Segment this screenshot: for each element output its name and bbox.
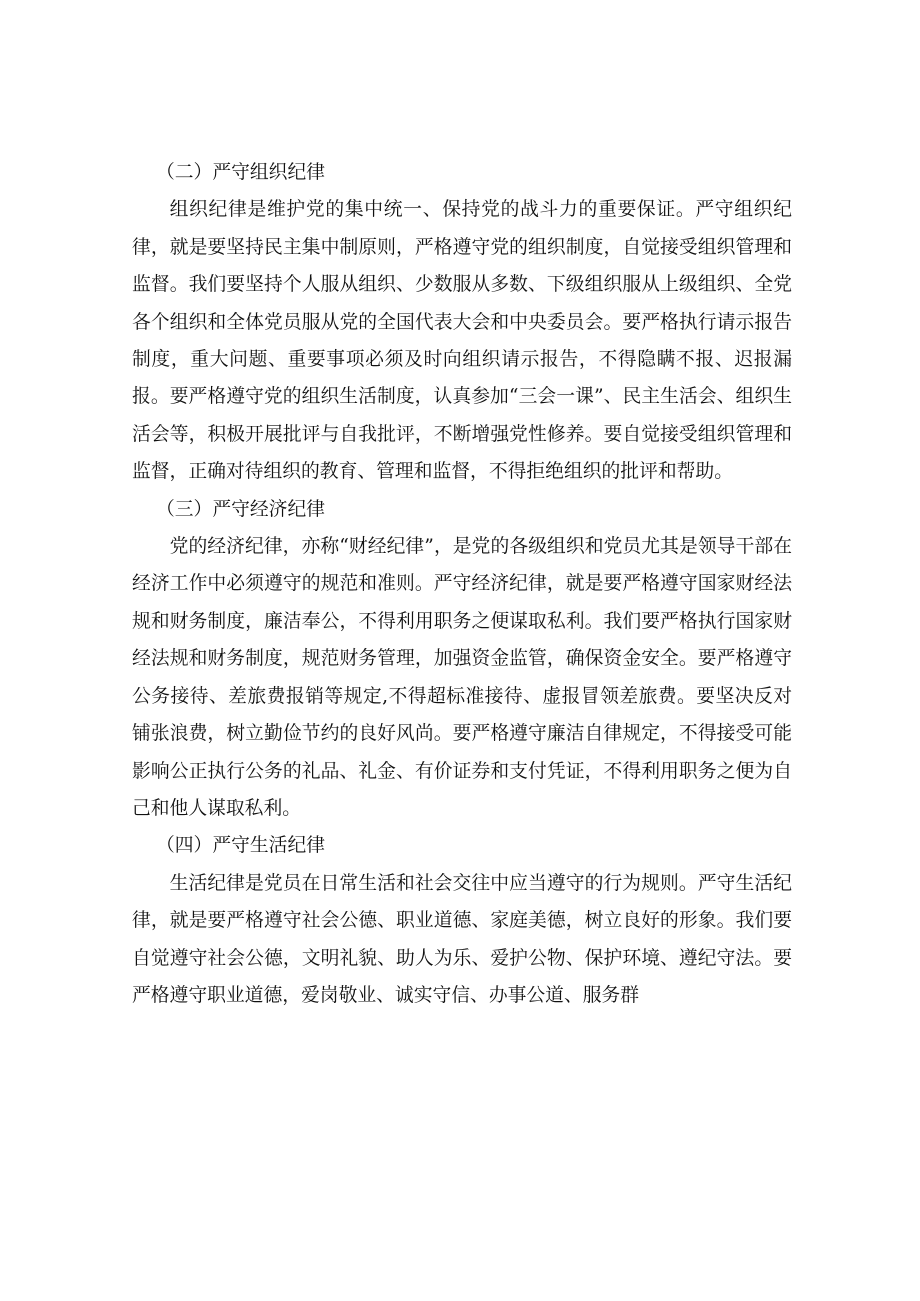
section-paragraph-organization-discipline: 组织纪律是维护党的集中统一、保持党的战斗力的重要保证。严守组织纪律，就是要坚持民主集中制原则，严格遵守党的组织制度，自觉接受组织管理和监督。我们要坚持个人服从组织、少数服从多数、下级组织服从上级组织、全党各个组织和全体党员服从党的全国代表大会和中央委员会。要严格执行请示报告制度，重大问题、重要事项必须及时向组织请示报告，不得隐瞒不报、迟报漏报。要严格遵守党的组织生活制度，认真参加“三会一课”、民主生活会、组织生活会等，积极开展批评与自我批评，不断增强党性修养。要自觉接受组织管理和监督，正确对待组织的教育、管理和监督，不得拒绝组织的批评和帮助。 — [132, 199, 792, 483]
section-heading-economic-discipline: （三）严守经济纪律 — [156, 498, 326, 520]
section-heading-organization-discipline: （二）严守组织纪律 — [156, 162, 326, 183]
section-paragraph-life-discipline: 生活纪律是党员在日常生活和社会交往中应当遵守的行为规则。严守生活纪律，就是要严格遵守社会公德、职业道德、家庭美德，树立良好的形象。我们要自觉遵守社会公德，文明礼貌、助人为乐、爱护公物、保护环境、遵纪守法。要严格遵守职业道德，爱岗敬业、诚实守信、办事公道、服务群 — [132, 872, 792, 1006]
section-heading-life-discipline: （四）严守生活纪律 — [156, 835, 326, 857]
document-body — [132, 154, 792, 1014]
section-paragraph-economic-discipline: 党的经济纪律，亦称“财经纪律”，是党的各级组织和党员尤其是领导干部在经济工作中必须遵守的规范和准则。严守经济纪律，就是要严格遵守国家财经法规和财务制度，廉洁奉公，不得利用职务之便谋取私利。我们要严格执行国家财经法规和财务制度，规范财务管理，加强资金监管，确保资金安全。要严格遵守公务接待、差旅费报销等规定,不得超标准接待、虚报冒领差旅费。要坚决反对铺张浪费，树立勤俭节约的良好风尚。要严格遵守廉洁自律规定，不得接受可能影响公正执行公务的礼品、礼金、有价证券和支付凭证，不得利用职务之便为自己和他人谋取私利。 — [132, 536, 792, 819]
